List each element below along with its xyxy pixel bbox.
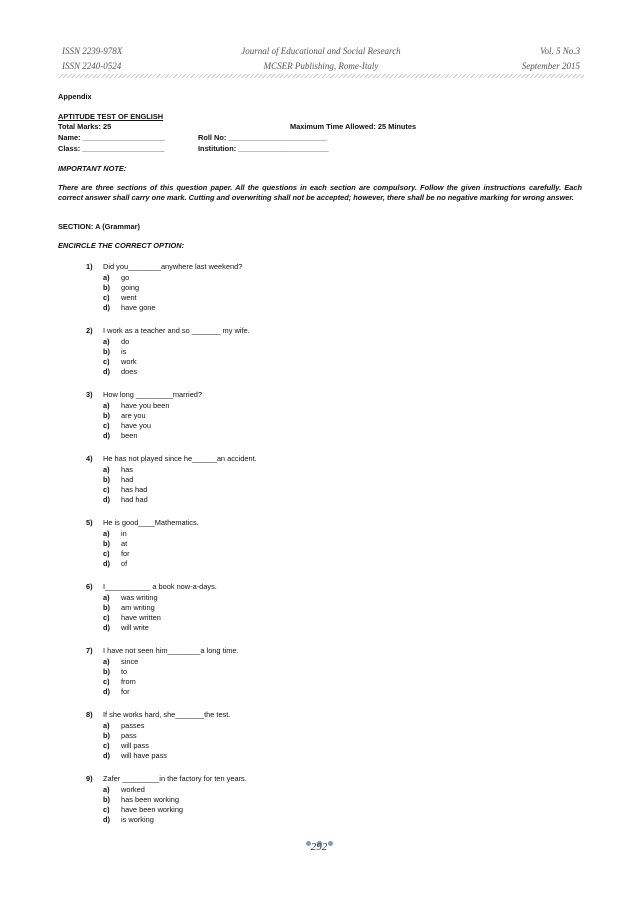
option-letter: a) <box>103 657 110 666</box>
option-text: will pass <box>121 741 149 750</box>
option-letter: b) <box>103 731 110 740</box>
journal-name: Journal of Educational and Social Research <box>241 46 401 56</box>
option-letter: b) <box>103 539 110 548</box>
page-number: 292 <box>310 841 328 853</box>
option-text: does <box>121 367 138 376</box>
option-text: was writing <box>121 593 158 602</box>
option-letter: c) <box>103 741 110 750</box>
option-text: has <box>121 465 133 474</box>
instruction-text: ENCIRCLE THE CORRECT OPTION: <box>58 241 185 250</box>
question-number: 2) <box>86 326 93 335</box>
option-letter: c) <box>103 613 110 622</box>
journal-title-block <box>208 44 434 74</box>
option-text: have gone <box>121 303 156 312</box>
option-letter: d) <box>103 431 110 440</box>
option-letter: b) <box>103 603 110 612</box>
note-body: There are three sections of this question paper. All the questions in each section are compulsory. Follow the given instructions carefully. Each correct answer shall carry one mark. Cutting and overwriting shall not be accepted; however, there shall be no negative marking for wrong answer. <box>58 183 582 202</box>
question-stem: I___________ a book now-a-days. <box>103 582 217 591</box>
option-text: have been working <box>121 805 184 814</box>
option-letter: d) <box>103 751 110 760</box>
option-text: passes <box>121 721 145 730</box>
option-text: going <box>121 283 140 292</box>
test-title: APTITUDE TEST OF ENGLISH <box>58 112 164 121</box>
question-number: 9) <box>86 774 93 783</box>
option-letter: d) <box>103 303 110 312</box>
option-text: for <box>121 549 130 558</box>
question-number: 1) <box>86 262 93 271</box>
volume-block <box>522 44 580 74</box>
option-letter: a) <box>103 529 110 538</box>
roll-field: Roll No: ________________________ <box>198 133 328 142</box>
option-letter: c) <box>103 293 110 302</box>
issn-print: ISSN 2239-978X <box>62 46 123 56</box>
option-letter: b) <box>103 283 110 292</box>
option-text: has been working <box>121 795 179 804</box>
question-number: 3) <box>86 390 93 399</box>
header-divider <box>58 74 584 78</box>
option-letter: a) <box>103 401 110 410</box>
issue-date: September 2015 <box>521 61 580 71</box>
class-field: Class: ____________________ <box>58 144 165 153</box>
publisher-name: MCSER Publishing, Rome-Italy <box>263 61 379 71</box>
option-letter: c) <box>103 805 110 814</box>
journal-header <box>58 38 584 78</box>
question-number: 8) <box>86 710 93 719</box>
question-stem: He is good____Mathematics. <box>103 518 199 527</box>
issn-block <box>62 44 122 74</box>
option-letter: a) <box>103 785 110 794</box>
option-text: since <box>121 657 139 666</box>
option-text: go <box>121 273 130 282</box>
option-text: to <box>121 667 128 676</box>
option-text: have you been <box>121 401 170 410</box>
option-letter: c) <box>103 421 110 430</box>
option-letter: d) <box>103 495 110 504</box>
question-stem: He has not played since he______an accident. <box>103 454 257 463</box>
question-number: 5) <box>86 518 93 527</box>
option-text: at <box>121 539 128 548</box>
option-letter: b) <box>103 347 110 356</box>
institution-field: Institution: ______________________ <box>198 144 329 153</box>
option-letter: c) <box>103 549 110 558</box>
note-heading: IMPORTANT NOTE: <box>58 164 127 173</box>
option-text: for <box>121 687 130 696</box>
appendix-heading: Appendix <box>58 92 92 101</box>
option-letter: d) <box>103 559 110 568</box>
option-text: will have pass <box>121 751 168 760</box>
option-text: had had <box>121 495 148 504</box>
option-letter: c) <box>103 357 110 366</box>
option-letter: d) <box>103 815 110 824</box>
option-letter: a) <box>103 273 110 282</box>
option-text: is <box>121 347 127 356</box>
question-number: 6) <box>86 582 93 591</box>
option-letter: b) <box>103 475 110 484</box>
option-text: have you <box>121 421 151 430</box>
option-letter: d) <box>103 367 110 376</box>
option-letter: c) <box>103 677 110 686</box>
option-letter: d) <box>103 623 110 632</box>
issn-online: ISSN 2240-0524 <box>62 61 122 71</box>
option-text: worked <box>121 785 145 794</box>
option-text: is working <box>121 815 154 824</box>
option-text: of <box>121 559 128 568</box>
section-heading: SECTION: A (Grammar) <box>58 222 140 231</box>
option-text: went <box>121 293 137 302</box>
question-stem: Did you________anywhere last weekend? <box>103 262 243 271</box>
option-letter: a) <box>103 721 110 730</box>
question-stem: I work as a teacher and so _______ my wife. <box>103 326 250 335</box>
option-text: do <box>121 337 130 346</box>
question-number: 4) <box>86 454 93 463</box>
option-text: pass <box>121 731 137 740</box>
name-field: Name: ____________________ <box>58 133 165 142</box>
question-stem: I have not seen him________a long time. <box>103 646 239 655</box>
option-letter: b) <box>103 795 110 804</box>
option-text: am writing <box>121 603 155 612</box>
option-text: have written <box>121 613 161 622</box>
max-time: Maximum Time Allowed: 25 Minutes <box>290 122 417 131</box>
question-stem: If she works hard, she_______the test. <box>103 710 231 719</box>
option-letter: c) <box>103 485 110 494</box>
question-stem: How long _________married? <box>103 390 203 399</box>
total-marks: Total Marks: 25 <box>58 122 112 131</box>
option-letter: a) <box>103 593 110 602</box>
option-text: had <box>121 475 134 484</box>
option-letter: d) <box>103 687 110 696</box>
volume-number: Vol. 5 No.3 <box>539 46 580 56</box>
option-text: will write <box>121 623 149 632</box>
option-letter: a) <box>103 465 110 474</box>
option-text: work <box>121 357 137 366</box>
option-text: been <box>121 431 138 440</box>
question-stem: Zafer _________in the factory for ten years. <box>103 774 247 783</box>
option-text: in <box>121 529 127 538</box>
option-letter: b) <box>103 667 110 676</box>
question-number: 7) <box>86 646 93 655</box>
option-letter: b) <box>103 411 110 420</box>
option-text: from <box>121 677 136 686</box>
option-text: are you <box>121 411 146 420</box>
option-text: has had <box>121 485 148 494</box>
option-letter: a) <box>103 337 110 346</box>
